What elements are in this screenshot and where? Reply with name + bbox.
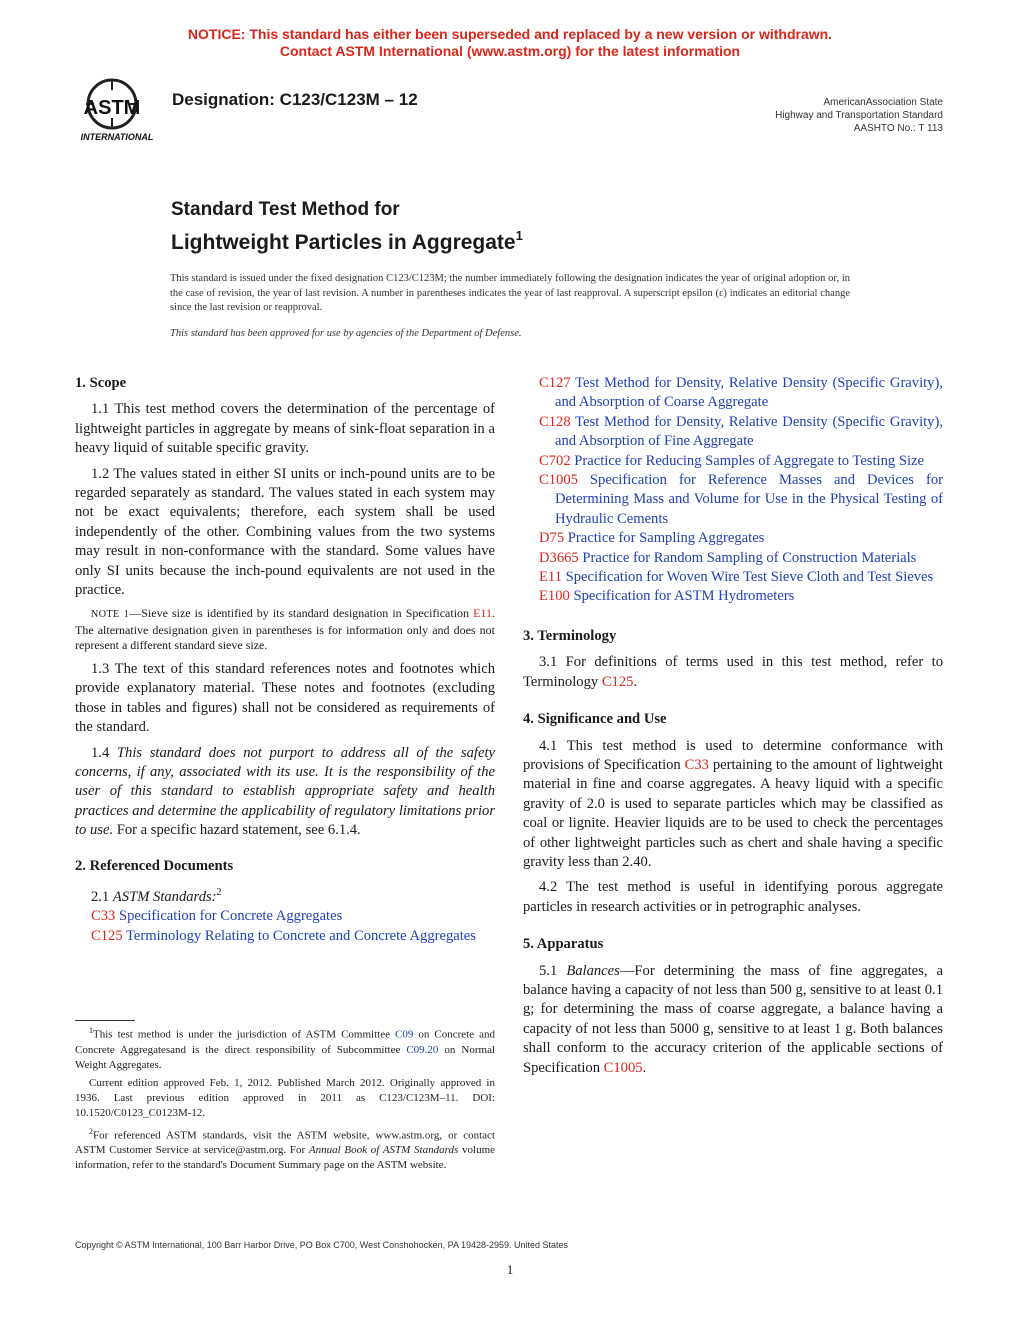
issuance-statement: This standard is issued under the fixed designation C123/C123M; the number immediately following the designation indicates the year of original adoption or, in the case of revision, the year of last revision. A number in parentheses indicates the year of last reapproval. A superscript epsilon (ε) indicates an editorial change since the last revision or reapproval. (170, 273, 850, 313)
ref-code[interactable]: D3665 (539, 549, 579, 566)
right-column (523, 374, 943, 1084)
para-2-1-label: ASTM Standards: (112, 888, 217, 905)
astm-logo-icon (72, 76, 162, 146)
note-1-label: NOTE 1 (91, 609, 130, 621)
footnote-1-c: on Normal Weight Aggregates. (75, 1043, 496, 1071)
page-number: 1 (506, 1262, 514, 1277)
para-2-1 (75, 883, 495, 907)
ref-item-c1005[interactable] (523, 471, 943, 529)
ref-item-d3665[interactable] (523, 549, 943, 568)
logo-text: ASTM (83, 97, 141, 119)
para-5-1-ref-c1005[interactable]: C1005 (603, 1059, 643, 1076)
para-5-1-b: . (642, 1059, 647, 1076)
para-1-4-num: 1.4 (91, 744, 117, 761)
left-column (75, 374, 495, 946)
para-1-2: 1.2 The values stated in either SI units or inch-pound units are to be regarded separately as standard. The values stated in each system may not be exact equivalents; therefore, each system shall be used independently of the other. Combining values from the two systems may result in non-conformance with the standard. Some values have only SI units because the inch-pound equivalents are not used in the practice. (75, 465, 495, 599)
title-line-2-text: Lightweight Particles in Aggregate (171, 231, 516, 254)
ref-title[interactable]: Practice for Sampling Aggregates (567, 530, 765, 547)
footnote-1-b: on Concrete and Concrete Aggregatesand is the direct responsibility of Subcommittee (75, 1028, 495, 1056)
ref-item-c125[interactable] (75, 927, 495, 946)
notice-line-1: NOTICE: This standard has either been superseded and replaced by a new version or withdrawn. (187, 26, 833, 42)
footnote-1 (75, 1023, 495, 1073)
title-line-2 (171, 222, 523, 257)
para-5-1-num: 5.1 (539, 962, 567, 979)
footnote-1-ref-c09[interactable]: C09 (394, 1028, 414, 1041)
title-footnote-mark: 1 (515, 228, 523, 243)
footnote-1-mark: 1 (89, 1026, 93, 1035)
ref-title[interactable]: Specification for Concrete Aggregates (118, 908, 343, 925)
para-3-1-a: 3.1 For definitions of terms used in this test method, refer to Terminology (523, 654, 943, 690)
para-2-1-num: 2.1 (91, 888, 113, 905)
para-4-2: 4.2 The test method is useful in identifying porous aggregate particles in research activities or in petrographic analyses. (523, 879, 943, 915)
section-1-heading: 1. Scope (75, 375, 127, 391)
section-3-heading: 3. Terminology (523, 627, 617, 644)
note-1-text-b: . The alternative designation given in parentheses is for information only and does not represent a different standard sieve size. (75, 606, 495, 653)
para-1-4-rest: For a specific hazard statement, see 6.1.4. (113, 822, 361, 839)
footnote-2 (75, 1124, 495, 1174)
para-4-1-a: 4.1 This test method is used to determine conformance with provisions of Specification (523, 737, 943, 773)
ref-item-c127[interactable] (523, 374, 943, 413)
footnote-2-a: For referenced ASTM standards, visit the ASTM website, www.astm.org, or contact ASTM Customer Service at service@astm.org. For (75, 1129, 495, 1157)
ref-code[interactable]: C128 (539, 413, 571, 430)
note-1-text-a: —Sieve size is identified by its standard designation in Specification (129, 606, 474, 621)
para-4-1-b: pertaining to the amount of lightweight material in fine and coarse aggregates. A heavy liquid with a specific gravity of 2.0 is used to separate particles which may be classified as coal or lignite. Heavier liquids are to be used to check the percentages of other lightweight particles such as chert and shale having a specific gravity less than 2.40. (523, 756, 943, 870)
footnote-2-italic: Annual Book of ASTM Standards (308, 1144, 459, 1157)
document-title (171, 198, 523, 257)
ref-code[interactable]: E11 (539, 569, 562, 586)
section-4-heading: 4. Significance and Use (523, 711, 667, 728)
notice-line-2: Contact ASTM International (www.astm.org) for the latest information (279, 43, 741, 59)
footnote-1-a: This test method is under the jurisdiction of ASTM Committee (93, 1028, 395, 1041)
ref-code[interactable]: E100 (539, 588, 570, 605)
copyright: Copyright © ASTM International, 100 Barr Harbor Drive, PO Box C700, West Conshohocken, PA 19428-2959. United States (75, 1240, 569, 1250)
para-4-1-ref-c33[interactable]: C33 (684, 756, 709, 773)
ref-title[interactable]: Practice for Reducing Samples of Aggregate to Testing Size (574, 452, 924, 469)
ref-code[interactable]: C1005 (539, 472, 578, 489)
aashto-line-1: AmericanAssociation State (823, 97, 943, 108)
para-5-1-italic: Balances (566, 962, 620, 979)
para-5-1-a: —For determining the mass of fine aggregates, a balance having a capacity of not less than 500 g, sensitive to at least 0.1 g; for determining the mass of coarse aggregate, a balance having a capacity of not less than 5000 g, sensitive to at least 1 g. Both balances shall conform to the accuracy criterion of the applicable sections of Specification (523, 962, 944, 1076)
aashto-line-2: Highway and Transportation Standard (775, 110, 943, 121)
ref-title[interactable]: Practice for Random Sampling of Construction Materials (582, 549, 917, 566)
ref-item-e100[interactable] (523, 587, 943, 606)
para-1-1: 1.1 This test method covers the determination of the percentage of lightweight particles in aggregate by means of sink-float separation in a heavy liquid of suitable specific gravity. (75, 401, 495, 457)
ref-title[interactable]: Test Method for Density, Relative Density (Specific Gravity), and Absorption of Fine Aggregate (555, 413, 943, 450)
ref-code[interactable]: C127 (539, 375, 571, 391)
para-1-4 (75, 744, 495, 841)
title-line-1: Standard Test Method for (171, 199, 400, 220)
ref-title[interactable]: Terminology Relating to Concrete and Concrete Aggregates (126, 927, 476, 944)
footnote-2-mark: 2 (89, 1126, 93, 1136)
aashto-info (775, 96, 943, 135)
para-4-1 (523, 737, 943, 873)
ref-title[interactable]: Specification for Reference Masses and Devices for Determining Mass and Volume for Use in the Physical Testing of Hydraulic Cements (555, 472, 943, 527)
ref-item-d75[interactable] (523, 529, 943, 548)
note-1-ref-e11[interactable]: E11 (473, 606, 492, 621)
footnote-rule (75, 1020, 135, 1021)
footnote-2-b: volume information, refer to the standard's Document Summary page on the ASTM website. (75, 1144, 496, 1172)
para-3-1-ref-c125[interactable]: C125 (601, 673, 634, 690)
designation: Designation: C123/C123M – 12 (172, 90, 418, 109)
ref-code[interactable]: D75 (539, 530, 565, 547)
para-5-1 (523, 962, 943, 1078)
para-3-1 (523, 653, 943, 692)
ref-code[interactable]: C33 (91, 908, 116, 925)
dod-approval: This standard has been approved for use by agencies of the Department of Defense. (170, 328, 522, 339)
ref-title[interactable]: Specification for Woven Wire Test Sieve Cloth and Test Sieves (565, 569, 934, 586)
notice-banner (0, 26, 1020, 60)
ref-item-c128[interactable] (523, 413, 943, 452)
ref-item-c702[interactable] (523, 452, 943, 471)
para-1-3: 1.3 The text of this standard references notes and footnotes which provide explanatory material. These notes and footnotes (excluding those in tables and figures) shall not be considered as requirements of the standard. (75, 660, 495, 736)
ref-code[interactable]: C125 (91, 927, 123, 944)
ref-code[interactable]: C702 (539, 452, 571, 469)
para-3-1-b: . (633, 673, 638, 690)
ref-item-e11[interactable] (523, 568, 943, 587)
footnotes (75, 1020, 495, 1176)
section-5-heading: 5. Apparatus (523, 936, 604, 953)
note-1 (75, 606, 495, 654)
para-1-4-italic: This standard does not purport to address all of the safety concerns, if any, associated with its use. It is the responsibility of the user of this standard to establish appropriate safety and health practices and determine the applicability of regulatory limitations prior to use. (75, 744, 495, 839)
section-2-heading: 2. Referenced Documents (75, 857, 234, 874)
ref-item-c33[interactable] (75, 907, 495, 926)
para-2-1-mark: 2 (216, 887, 222, 899)
footnote-1-ref-c0920[interactable]: C09.20 (406, 1043, 439, 1056)
astm-logo (72, 76, 162, 146)
footnote-1-edition: Current edition approved Feb. 1, 2012. Published March 2012. Originally approved in 1936. Last previous edition approved in 2011 as C123/C123M–11. DOI: 10.1520/C0123_C0123M-12. (75, 1076, 495, 1119)
ref-title[interactable]: Specification for ASTM Hydrometers (573, 588, 795, 605)
logo-subtext: INTERNATIONAL (80, 132, 154, 142)
ref-title[interactable]: Test Method for Density, Relative Density (Specific Gravity), and Absorption of Coarse Aggregate (555, 375, 943, 411)
aashto-line-3: AASHTO No.: T 113 (853, 123, 943, 134)
